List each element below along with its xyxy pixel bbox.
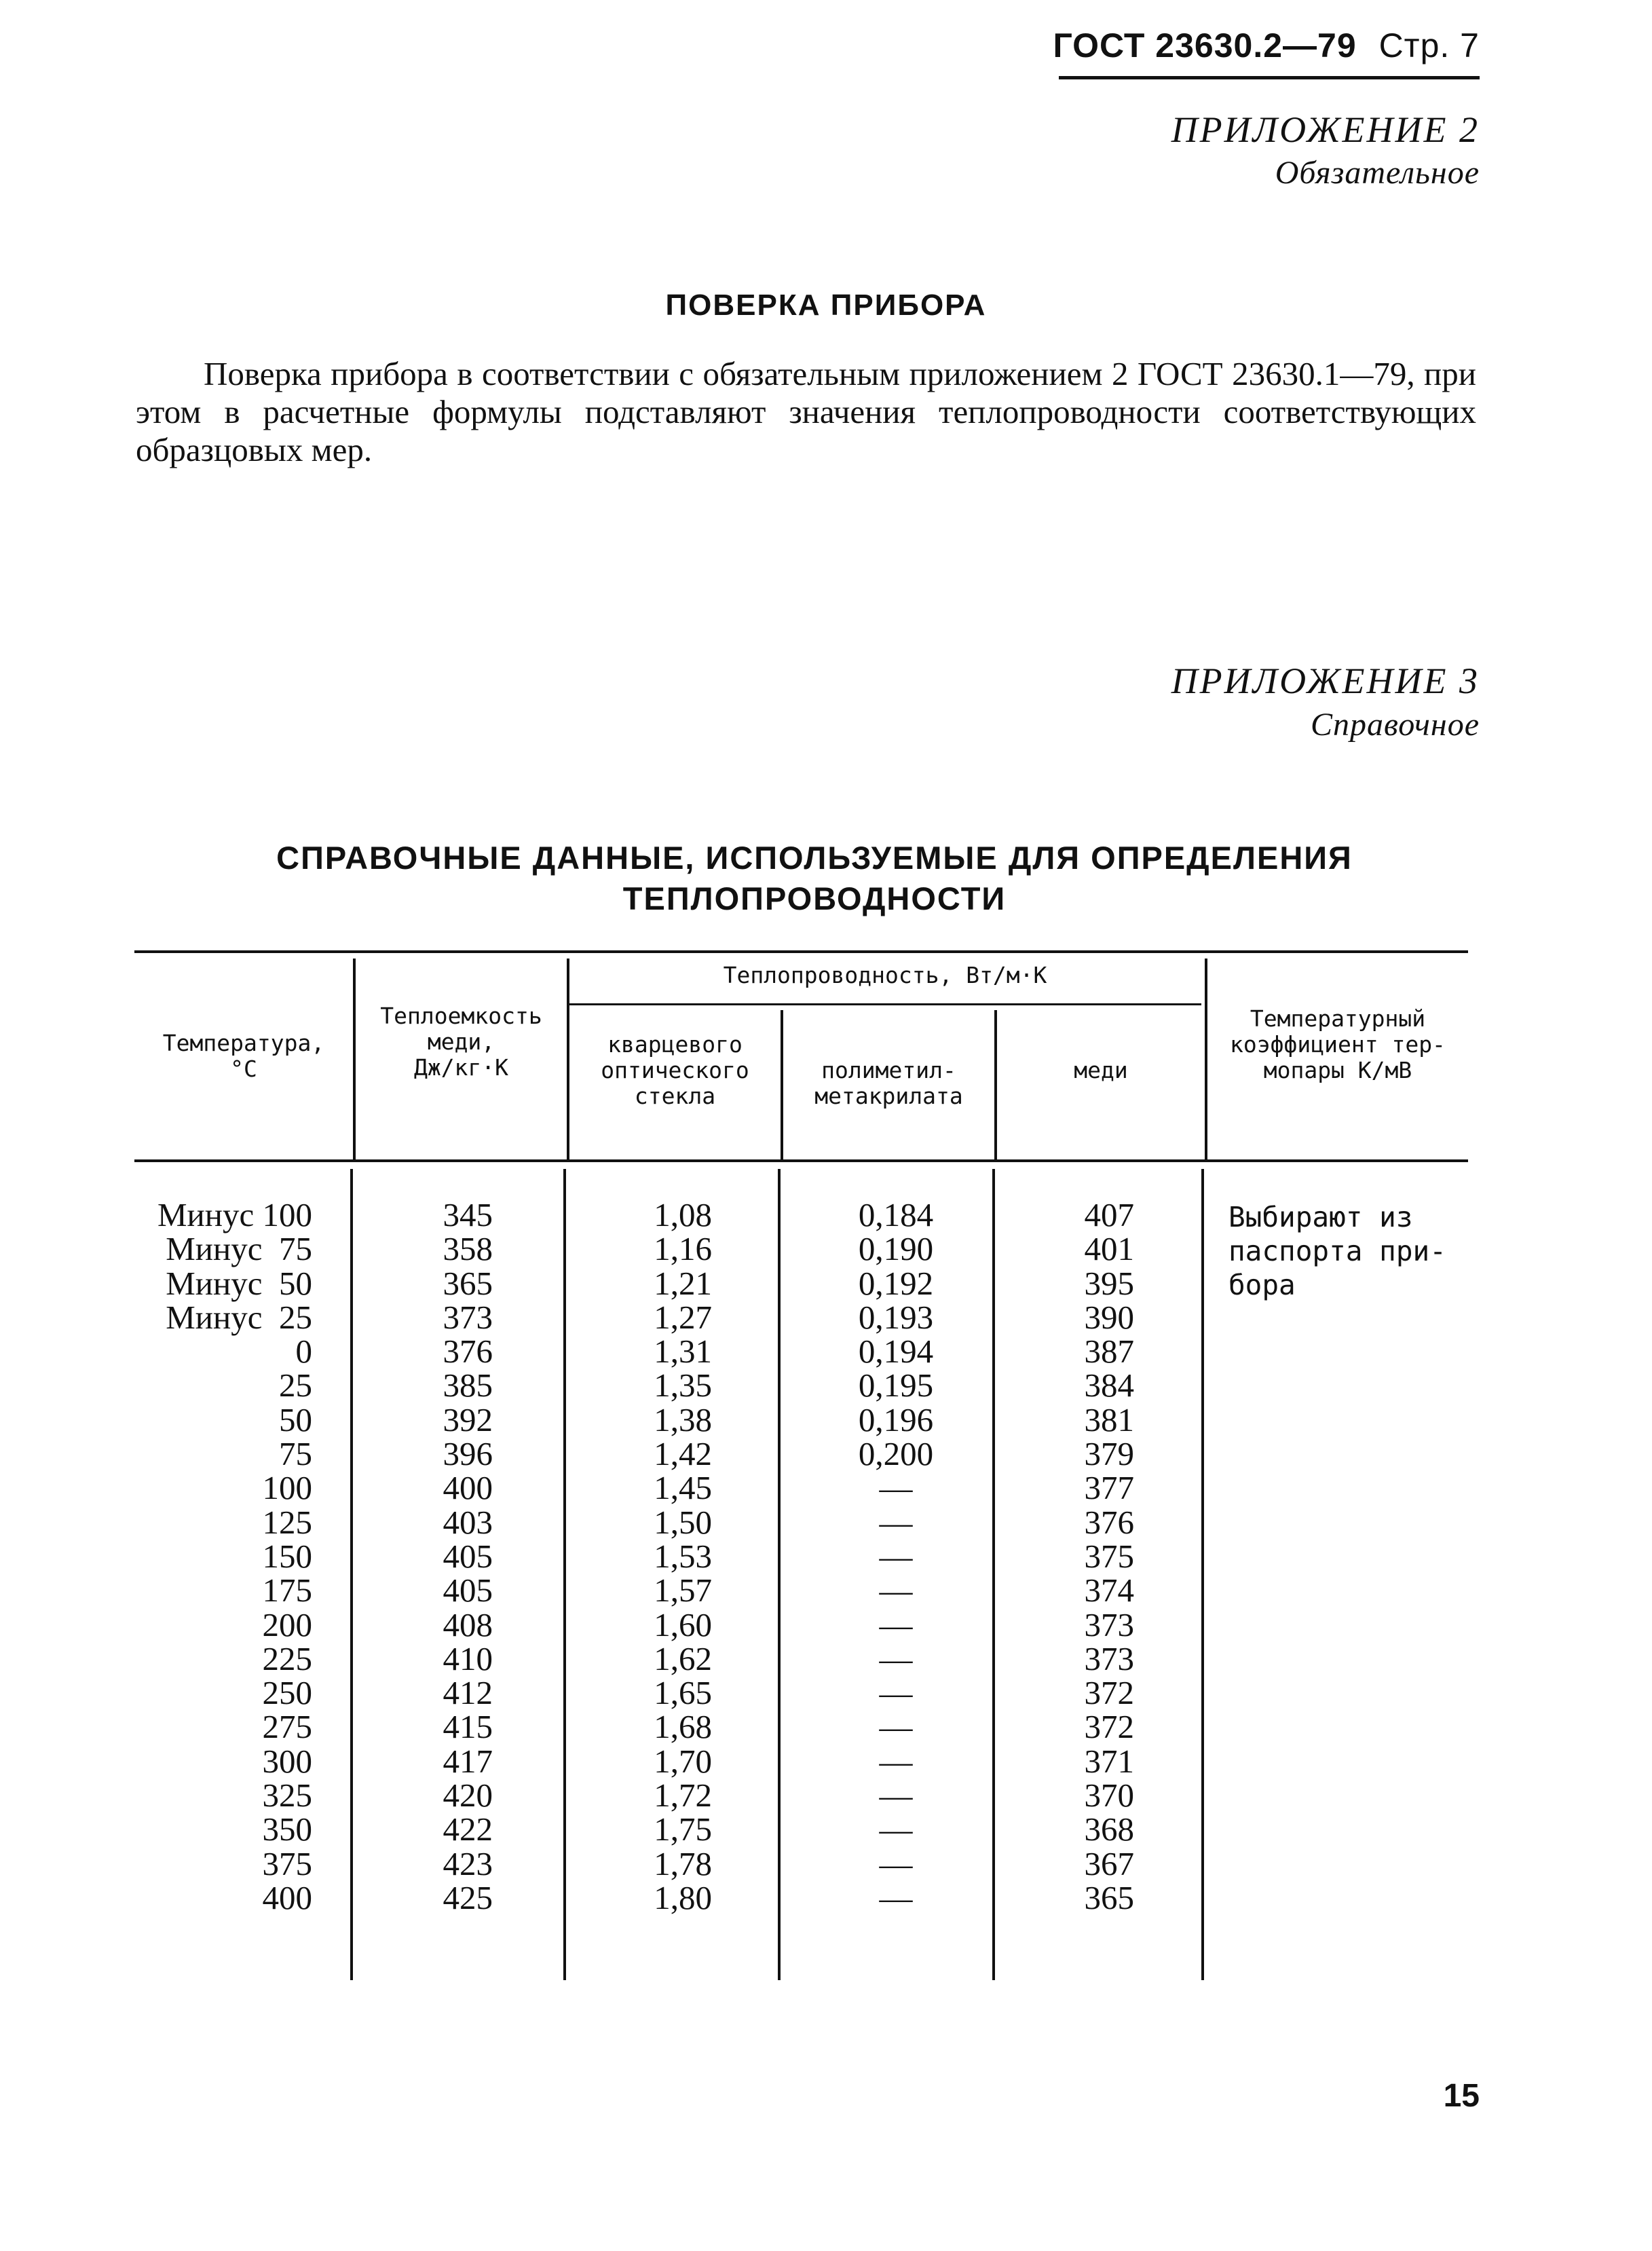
standard-number: ГОСТ 23630.2—79: [1053, 26, 1357, 64]
body-divider-3: [778, 1169, 781, 1980]
cell-temperature: 75: [279, 1435, 312, 1473]
cell-copper: 390: [1084, 1298, 1134, 1336]
table-heading-line-2: ТЕПЛОПРОВОДНОСТИ: [622, 880, 1007, 916]
cell-pmma: 0,192: [858, 1264, 934, 1302]
cell-heat-capacity: 345: [443, 1196, 493, 1233]
cell-copper: 370: [1084, 1776, 1134, 1815]
appendix-2-text: Поверка прибора в соответствии с обязательным приложением 2 ГОСТ 23630.1—79, при этом в расчетные формулы подставляют значения теплопроводности соответствующих образцовых мер.: [136, 355, 1476, 468]
header-bottom-rule: [134, 1159, 1468, 1162]
cell-pmma: 0,190: [858, 1230, 934, 1268]
cell-copper: 373: [1084, 1605, 1134, 1643]
cell-heat-capacity: 405: [443, 1537, 493, 1575]
cell-quartz-glass: 1,62: [654, 1639, 712, 1677]
cell-pmma: 0,184: [858, 1196, 934, 1233]
cell-quartz-glass: 1,38: [654, 1400, 712, 1438]
cell-quartz-glass: 1,45: [654, 1469, 712, 1507]
cell-quartz-glass: 1,16: [654, 1230, 712, 1268]
column-heat-capacity: [356, 1198, 493, 1915]
cell-copper: 379: [1084, 1435, 1134, 1473]
header-temperature: Температура, °С: [162, 1030, 325, 1082]
cell-temperature: 400: [262, 1878, 312, 1916]
cell-temperature: Минус 100: [157, 1196, 312, 1233]
cell-pmma: —: [879, 1503, 913, 1541]
conductivity-group-rule: [567, 1003, 1201, 1005]
cell-copper: 375: [1084, 1537, 1134, 1575]
cell-heat-capacity: 422: [443, 1810, 493, 1848]
column-quartz-glass: [569, 1198, 712, 1915]
cell-heat-capacity: 405: [443, 1571, 493, 1610]
body-divider-2: [563, 1169, 566, 1980]
cell-heat-capacity: 423: [443, 1844, 493, 1882]
header-heat-capacity: Теплоемкость меди, Дж/кг·К: [380, 1003, 542, 1081]
column-temperature: [134, 1198, 312, 1915]
cell-quartz-glass: 1,21: [654, 1264, 712, 1302]
cell-quartz-glass: 1,42: [654, 1435, 712, 1473]
cell-heat-capacity: 365: [443, 1264, 493, 1302]
cell-pmma: —: [879, 1674, 913, 1712]
cell-pmma: 0,200: [858, 1435, 934, 1473]
cell-temperature: 150: [262, 1537, 312, 1575]
cell-copper: 381: [1084, 1400, 1134, 1438]
header-rule: [1059, 76, 1480, 79]
table-heading-line-1: СПРАВОЧНЫЕ ДАННЫЕ, ИСПОЛЬЗУЕМЫЕ ДЛЯ ОПРЕДЕЛЕНИЯ: [276, 840, 1353, 876]
cell-copper: 407: [1084, 1196, 1134, 1233]
cell-copper: 372: [1084, 1674, 1134, 1712]
body-divider-1: [350, 1169, 353, 1980]
cell-pmma: 0,196: [858, 1400, 934, 1438]
cell-heat-capacity: 425: [443, 1878, 493, 1916]
cell-quartz-glass: 1,70: [654, 1742, 712, 1780]
cell-pmma: —: [879, 1844, 913, 1882]
appendix-2-heading: ПОВЕРКА ПРИБОРА: [665, 289, 987, 322]
appendix-2-subtitle: Обязательное: [1275, 155, 1480, 191]
cell-quartz-glass: 1,50: [654, 1503, 712, 1541]
cell-temperature: 250: [262, 1674, 312, 1712]
cell-copper: 376: [1084, 1503, 1134, 1541]
cell-copper: 384: [1084, 1366, 1134, 1404]
cell-pmma: —: [879, 1605, 913, 1643]
cell-temperature: 100: [262, 1469, 312, 1507]
header-pmma: полиметил- метакрилата: [814, 1057, 963, 1109]
appendix-3-title: ПРИЛОЖЕНИЕ 3: [1171, 661, 1480, 701]
cell-copper: 387: [1084, 1333, 1134, 1371]
column-copper: [997, 1198, 1134, 1915]
cell-copper: 367: [1084, 1844, 1134, 1882]
cell-temperature: 125: [262, 1503, 312, 1541]
cell-quartz-glass: 1,78: [654, 1844, 712, 1882]
cell-heat-capacity: 385: [443, 1366, 493, 1404]
cell-quartz-glass: 1,27: [654, 1298, 712, 1336]
cell-quartz-glass: 1,68: [654, 1708, 712, 1746]
cell-heat-capacity: 396: [443, 1435, 493, 1473]
cell-quartz-glass: 1,57: [654, 1571, 712, 1610]
cell-pmma: —: [879, 1571, 913, 1610]
cell-temperature: 275: [262, 1708, 312, 1746]
cell-heat-capacity: 415: [443, 1708, 493, 1746]
cell-quartz-glass: 1,53: [654, 1537, 712, 1575]
column-pmma: [842, 1198, 950, 1915]
cell-heat-capacity: 410: [443, 1639, 493, 1677]
cell-pmma: —: [879, 1878, 913, 1916]
cell-pmma: —: [879, 1776, 913, 1815]
cell-temperature: 375: [262, 1844, 312, 1882]
cell-pmma: —: [879, 1810, 913, 1848]
cell-quartz-glass: 1,31: [654, 1333, 712, 1371]
cell-heat-capacity: 392: [443, 1400, 493, 1438]
cell-pmma: —: [879, 1639, 913, 1677]
cell-copper: 373: [1084, 1639, 1134, 1677]
cell-copper: 365: [1084, 1878, 1134, 1916]
cell-quartz-glass: 1,65: [654, 1674, 712, 1712]
cell-quartz-glass: 1,08: [654, 1196, 712, 1233]
cell-heat-capacity: 373: [443, 1298, 493, 1336]
cell-quartz-glass: 1,35: [654, 1366, 712, 1404]
cell-temperature: 300: [262, 1742, 312, 1780]
cell-pmma: —: [879, 1708, 913, 1746]
cell-temperature: Минус 75: [166, 1230, 312, 1268]
cell-temperature: 25: [279, 1366, 312, 1404]
cell-copper: 368: [1084, 1810, 1134, 1848]
cell-pmma: 0,195: [858, 1366, 934, 1404]
cell-heat-capacity: 403: [443, 1503, 493, 1541]
cell-heat-capacity: 420: [443, 1776, 493, 1815]
cell-copper: 371: [1084, 1742, 1134, 1780]
header-thermocouple: Температурный коэффициент тер- мопары К/мВ: [1230, 1005, 1446, 1083]
header-divider-4: [994, 1010, 997, 1159]
page-label: Стр. 7: [1378, 26, 1480, 64]
cell-quartz-glass: 1,80: [654, 1878, 712, 1916]
thermocouple-note: Выбирают из паспорта при- бора: [1228, 1201, 1446, 1301]
header-copper: меди: [1074, 1057, 1128, 1083]
table-heading: [204, 838, 1425, 919]
cell-copper: 401: [1084, 1230, 1134, 1268]
cell-pmma: 0,193: [858, 1298, 934, 1336]
table-top-rule: [134, 950, 1468, 953]
cell-heat-capacity: 376: [443, 1333, 493, 1371]
cell-heat-capacity: 408: [443, 1605, 493, 1643]
appendix-3-subtitle: Справочное: [1311, 707, 1480, 743]
cell-pmma: 0,194: [858, 1333, 934, 1371]
cell-pmma: —: [879, 1469, 913, 1507]
cell-copper: 377: [1084, 1469, 1134, 1507]
page-number: 15: [1443, 2078, 1480, 2114]
cell-copper: 374: [1084, 1571, 1134, 1610]
cell-pmma: —: [879, 1742, 913, 1780]
cell-heat-capacity: 417: [443, 1742, 493, 1780]
cell-temperature: Минус 50: [166, 1264, 312, 1302]
cell-quartz-glass: 1,75: [654, 1810, 712, 1848]
cell-heat-capacity: 358: [443, 1230, 493, 1268]
appendix-2-paragraph: [136, 355, 1476, 469]
cell-temperature: Минус 25: [166, 1298, 312, 1336]
cell-temperature: 325: [262, 1776, 312, 1815]
cell-temperature: 350: [262, 1810, 312, 1848]
cell-temperature: 0: [295, 1333, 312, 1371]
appendix-2-title: ПРИЛОЖЕНИЕ 2: [1171, 109, 1480, 150]
page-header: [1005, 26, 1480, 65]
cell-copper: 372: [1084, 1708, 1134, 1746]
body-divider-4: [992, 1169, 995, 1980]
cell-quartz-glass: 1,72: [654, 1776, 712, 1815]
header-conductivity-group: Теплопроводность, Вт/м·К: [723, 962, 1047, 988]
cell-heat-capacity: 412: [443, 1674, 493, 1712]
cell-quartz-glass: 1,60: [654, 1605, 712, 1643]
cell-temperature: 50: [279, 1400, 312, 1438]
cell-temperature: 175: [262, 1571, 312, 1610]
cell-temperature: 200: [262, 1605, 312, 1643]
header-quartz-glass: кварцевого оптического стекла: [601, 1031, 749, 1109]
body-divider-5: [1201, 1169, 1204, 1980]
cell-temperature: 225: [262, 1639, 312, 1677]
cell-heat-capacity: 400: [443, 1469, 493, 1507]
cell-copper: 395: [1084, 1264, 1134, 1302]
cell-pmma: —: [879, 1537, 913, 1575]
